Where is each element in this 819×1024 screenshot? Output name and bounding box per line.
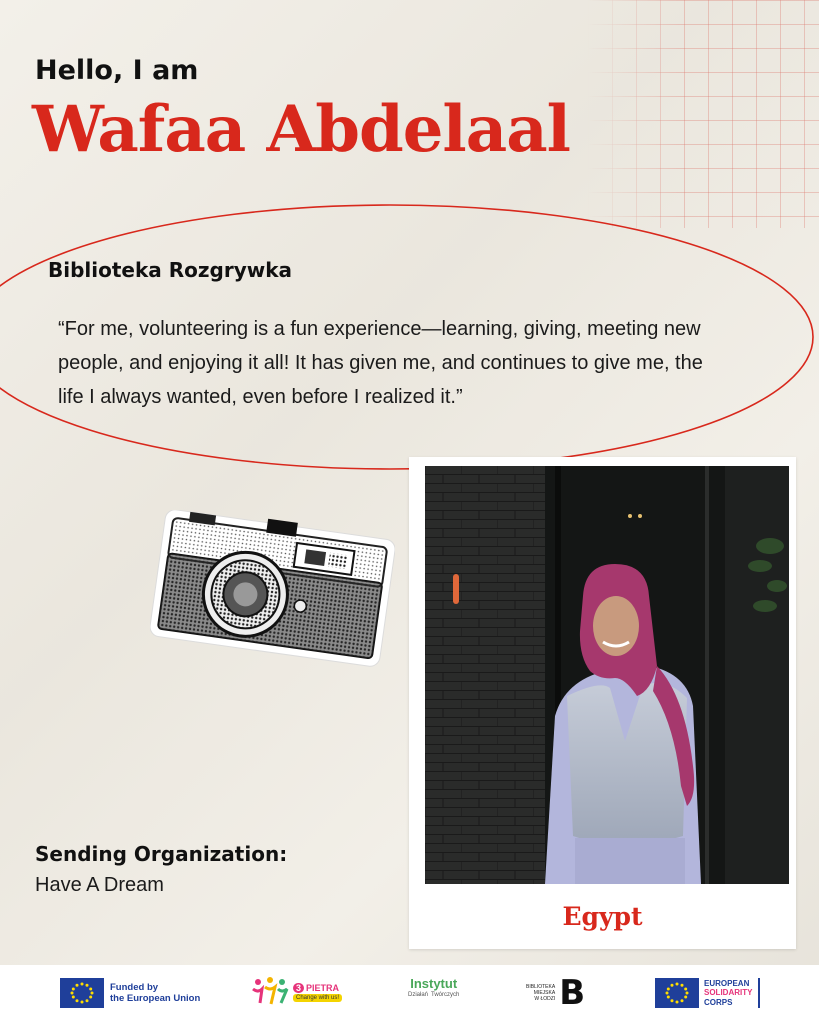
volunteer-quote: “For me, volunteering is a fun experience—learning, giving, meeting new people, and enjoying it all! It has given me, and continues to give me, the life I always wanted, even before I realized it.” <box>58 318 703 408</box>
esc-logo <box>655 978 760 1008</box>
instytut-sub2: Twórczych <box>431 992 460 998</box>
photo-card <box>409 457 796 949</box>
3pietra-tagline: Change with us! <box>293 994 342 1002</box>
esc-line3: CORPS <box>704 997 733 1007</box>
eu-line1: Funded by <box>110 982 159 993</box>
esc-flag-icon <box>655 978 699 1008</box>
esc-divider <box>758 978 760 1008</box>
volunteer-photo <box>425 466 789 884</box>
country-label: Egypt <box>562 902 643 931</box>
bib-line2: MIEJSKA <box>533 990 556 996</box>
eu-flag-icon <box>60 978 104 1008</box>
instytut-sub1: Działań <box>408 992 429 998</box>
3pietra-figures-icon <box>250 977 290 1007</box>
instytut-logo <box>408 976 459 999</box>
3pietra-logo <box>250 977 342 1007</box>
bib-line1: BIBLIOTEKA <box>526 984 556 990</box>
volunteer-name: Wafaa Abdelaal <box>32 92 570 167</box>
bib-mark: B <box>559 973 586 1013</box>
sending-organization-label: Sending Organization: <box>35 842 288 866</box>
3pietra-number: 3 <box>293 983 304 993</box>
3pietra-word: PIETRA <box>306 982 340 993</box>
eu-line2: the European Union <box>110 993 201 1004</box>
esc-line1: EUROPEAN <box>704 978 750 988</box>
camera-icon <box>150 510 395 675</box>
biblioteka-logo <box>526 973 586 1013</box>
host-organization: Biblioteka Rozgrywka <box>48 258 293 282</box>
greeting: Hello, I am <box>35 55 199 86</box>
bib-line3: W ŁODZI <box>534 996 556 1002</box>
instytut-name: Instytut <box>410 976 458 991</box>
esc-line2: SOLIDARITY <box>704 988 753 998</box>
eu-funding-logo <box>60 978 200 1008</box>
sending-organization-value: Have A Dream <box>35 874 164 896</box>
